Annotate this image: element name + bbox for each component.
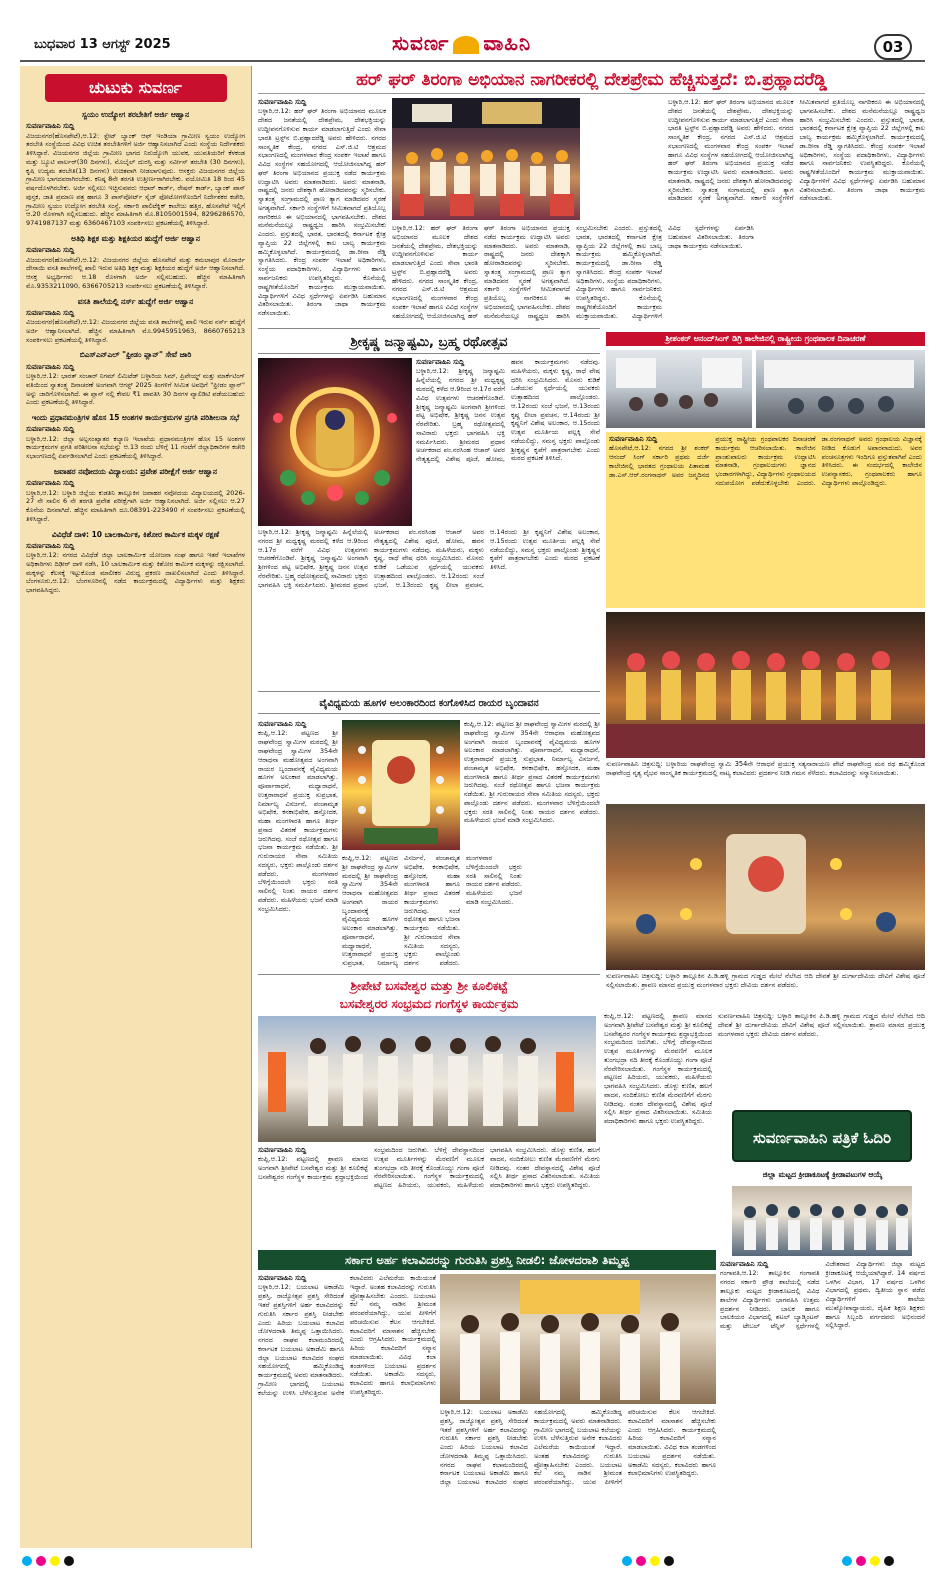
artists-story-col1: [258, 1274, 436, 1546]
yellow-mark: [650, 1556, 660, 1566]
artists-body-cont: ಬಳ್ಳಾರಿ,ಆ.12: ಬಯಲಾಟ ಅಕಾಡೆಮಿ ಪ್ರಶಸ್ತಿ, ರಾಜ್ಯೋತ್ಸವ ಪ್ರಶಸ್ತಿ ಸೇರಿದಂತೆ ಇತರೆ ಪ್ರಶಸ್ತಿಗಳಿಗೆ ಅರ್ಹ ಕಲಾವಿದರನ್ನು ಗುರುತಿಸಿ ಸರ್ಕಾರ ಪ್ರಶಸ್ತಿ ನೀಡಬೇಕು ಎಂದು ಹಿರಿಯ ಬಯಲಾಟ ಕಲಾವಿದ ಜೋಳದರಾಶಿ ತಿಮ್ಮಪ್ಪ ಒತ್ತಾಯಿಸಿದರು. ನಗರದ ರಾಘವ ಕಲಾಮಂದಿರದಲ್ಲಿ ಕರ್ನಾಟಕ ಬಯಲಾಟ ಅಕಾಡೆಮಿ ಹಾಗೂ ಜಿಲ್ಲಾ ಬಯಲಾಟ ಕಲಾವಿದರ ಸಂಘದ ಸಹಯೋಗದಲ್ಲಿ ಹಮ್ಮಿಕೊಂಡಿದ್ದ ಕಾರ್ಯಕ್ರಮದಲ್ಲಿ ಅವರು ಮಾತನಾಡಿದರು. ಗ್ರಾಮೀಣ ಭಾಗದಲ್ಲಿ ಬಯಲಾಟ ಕಲೆಯನ್ನು ಉಳಿಸಿ ಬೆಳೆಸುತ್ತಿರುವ ಅನೇಕ ಕಲಾವಿದರು ಎಲೆಮರೆಯ ಕಾಯಿಯಂತೆ ಇದ್ದಾರೆ. ಅಂತಹ ಕಲಾವಿದರನ್ನು ಗುರುತಿಸಿ ಪ್ರೋತ್ಸಾಹಿಸಬೇಕು ಎಂದರು. ಬಯಲಾಟ ಕಲೆ ನಮ್ಮ ನಾಡಿನ ಶ್ರೀಮಂತ ಪರಂಪರೆಯಾಗಿದ್ದು, ಯುವ ಪೀಳಿಗೆಗೆ ಪರಿಚಯಿಸುವ ಕೆಲಸ ಆಗಬೇಕಿದೆ. ಕಲಾವಿದರಿಗೆ ಮಾಸಾಶನ ಹೆಚ್ಚಿಸಬೇಕು ಎಂದು ಆಗ್ರಹಿಸಿದರು. ಕಾರ್ಯಕ್ರಮದಲ್ಲಿ ಹಿರಿಯ ಕಲಾವಿದರಿಗೆ ಸನ್ಮಾನ ಮಾಡಲಾಯಿತು. ವಿವಿಧ ಕಲಾ ತಂಡಗಳಿಂದ ಬಯಲಾಟ ಪ್ರದರ್ಶನ ನಡೆಯಿತು. ಅಕಾಡೆಮಿ ಸದಸ್ಯರು, ಕಲಾವಿದರು ಹಾಗೂ ಕಲಾಭಿಮಾನಿಗಳು ಉಪಸ್ಥಿತರಿದ್ದರು.: [440, 1408, 716, 1487]
library-story: [606, 432, 925, 608]
rayara-headline: ವೈವಿಧ್ಯಮಯ ಹೂಗಳ ಅಲಂಕಾರದಿಂದ ಕಂಗೊಳಿಸಿದ ರಾಯರ ಬೃಂದಾವನ: [258, 694, 600, 714]
brief-body: ಬಳ್ಳಾರಿ,ಆ.12: ಜಿಲ್ಲಾ ಅಲ್ಪಸಂಖ್ಯಾತರ ಕಲ್ಯಾಣ ಇಲಾಖೆಯ ಪ್ರಧಾನಮಂತ್ರಿಗಳ ಹೊಸ 15 ಅಂಶಗಳ ಕಾರ್ಯಕ್ರಮಗಳ ಪ್ರಗತಿ ಪರಿಶೀಲನಾ ಸಭೆಯನ್ನು ಆ.13 ರಂದು ಬೆಳಿಗ್ಗೆ 11 ಗಂಟೆಗೆ ಜಿಲ್ಲಾಧಿಕಾರಿಗಳ ಕಚೇರಿ ಸಭಾಂಗಣದಲ್ಲಿ ಏರ್ಪಡಿಸಲಾಗಿದೆ ಎಂದು ಪ್ರಕಟಣೆಯಲ್ಲಿ ತಿಳಿಸಿದ್ದಾರೆ.: [26, 434, 245, 461]
temple-caption-cont: ಸುವರ್ಣವಾಹಿನಿ ಚಿತ್ರಸುದ್ದಿ: ಬಳ್ಳಾರಿ ತಾಲ್ಲೂಕಿನ ಪಿ.ಡಿ.ಹಳ್ಳಿ ಗ್ರಾಮದ ಗುಡ್ಡದ ಮೇಲೆ ನೆಲೆಸಿದ ಆದಿ ದೇವತೆ ಶ್ರೀ ದುರ್ಗಾದೇವಿಯ ದೇವಿಗೆ ವಿಶೇಷ ಪೂಜೆ ಸಲ್ಲಿಸಲಾಯಿತು. ಶ್ರಾವಣ ಮಾಸದ ಪ್ರಯುಕ್ತ ಮಂಗಳವಾರ ಭಕ್ತರು ದೇವಿಯ ದರ್ಶನ ಪಡೆದರು.: [718, 1012, 925, 1038]
brief-heading: ಅತಿಥಿ ಶಿಕ್ಷಕ ಮತ್ತು ಶಿಕ್ಷಕಿಯರ ಹುದ್ದೆಗೆ ಅರ್ಜಿ ಆಹ್ವಾನ: [71, 233, 200, 243]
janmashtami-body: ಬಳ್ಳಾರಿ,ಆ.12: ಶ್ರೀಕೃಷ್ಣ ಜನ್ಮಾಷ್ಟಮಿ ಹಿನ್ನೆಲೆಯಲ್ಲಿ ನಗರದ ಶ್ರೀ ಮಧ್ವಕೃಷ್ಣ ಮಠದಲ್ಲಿ ಕಳೆದ ಆ.9ರಿಂದ ಆ.17ರ ವರೆಗೆ ವಿವಿಧ ಉತ್ಸವಗಳು ಆಚರಣೆಗೊಂಡಿವೆ. ಶ್ರೀಕೃಷ್ಣ ಜನ್ಮಾಷ್ಟಮಿ ಅಂಗವಾಗಿ ಶ್ರೀಗಳಿಂದ ಪಟ್ಟ ಅಭಿಷೇಕ, ಶ್ರೀಕೃಷ್ಣ ಜನನ ಉತ್ಸವ ನೆರವೇರಿತು. ಬ್ರಹ್ಮ ರಥೋತ್ಸವದಲ್ಲಿ ಸಾವಿರಾರು ಭಕ್ತರು ಭಾಗವಹಿಸಿ ಭಕ್ತಿ ಸಮರ್ಪಿಸಿದರು. ಶ್ರೀಮಠದ ಪ್ರಧಾನ ಅರ್ಚಕರಾದ ಪಂ.ನರಸಿಂಹ ಆಚಾರ್ ಅವರ ನೇತೃತ್ವದಲ್ಲಿ ವಿಶೇಷ ಪೂಜೆ, ಹೋಮ, ಹವನ ಕಾರ್ಯಕ್ರಮಗಳು ನಡೆದವು. ಮಹಿಳೆಯರು, ಮಕ್ಕಳು ಕೃಷ್ಣ, ರಾಧೆ ವೇಷ ಧರಿಸಿ ಸಂಭ್ರಮಿಸಿದರು. ಮೊಸರು ಕುಡಿಕೆ ಒಡೆಯುವ ಸ್ಪರ್ಧೆಯಲ್ಲಿ ಯುವಕರು ಉತ್ಸಾಹದಿಂದ ಪಾಲ್ಗೊಂಡರು. ಆ.12ರಂದು ಸಂಜೆ ಭಜನೆ, ಆ.13ರಂದು ಕೃಷ್ಣ ಲೀಲಾ ಪ್ರವಚನ, ಆ.14ರಂದು ಶ್ರೀ ಕೃಷ್ಣನಿಗೆ ವಿಶೇಷ ಅಲಂಕಾರ, ಆ.15ರಂದು ಉತ್ಸವ ಮೂರ್ತಿಯ ಪಲ್ಲಕ್ಕಿ ಸೇವೆ ನಡೆಯಲಿದ್ದು, ಸಮಸ್ತ ಭಕ್ತರು ಪಾಲ್ಗೊಂಡು ಶ್ರೀಕೃಷ್ಣನ ಕೃಪೆಗೆ ಪಾತ್ರರಾಗಬೇಕು ಎಂದು ಮಠದ ಪ್ರಕಟಣೆ ತಿಳಿಸಿದೆ.: [416, 358, 600, 464]
rayara-body-cont2: ಕಂಪ್ಲಿ,ಆ.12: ಪಟ್ಟಣದ ಶ್ರೀ ರಾಘವೇಂದ್ರ ಸ್ವಾಮಿಗಳ ಮಠದಲ್ಲಿ ಶ್ರೀ ರಾಘವೇಂದ್ರ ಸ್ವಾಮಿಗಳ 354ನೇ ಆರಾಧನಾ ಮಹೋತ್ಸವದ ಅಂಗವಾಗಿ ರಾಯರ ಬೃಂದಾವನಕ್ಕೆ ವೈವಿಧ್ಯಮಯ ಹೂಗಳ ಅಲಂಕಾರ ಮಾಡಲಾಗಿತ್ತು. ಪೂರ್ವಾರಾಧನೆ, ಮಧ್ಯಾರಾಧನೆ, ಉತ್ತರಾರಾಧನೆ ಪ್ರಯುಕ್ತ ಸುಪ್ರಭಾತ, ನಿರ್ಮಾಲ್ಯ ವಿಸರ್ಜನೆ, ಪಂಚಾಮೃತ ಅಭಿಷೇಕ, ಕನಕಾಭಿಷೇಕ, ಹಸ್ತೋದಕ, ಮಹಾ ಮಂಗಳಾರತಿ ಹಾಗೂ ತೀರ್ಥ ಪ್ರಸಾದ ವಿತರಣೆ ಕಾರ್ಯಕ್ರಮಗಳು ಜರುಗಿದವು. ಸಂಜೆ ರಥೋತ್ಸವ ಹಾಗೂ ಭಜನಾ ಕಾರ್ಯಕ್ರಮ ನಡೆಯಿತು. ಶ್ರೀ ಗುರುರಾಯರ ಸೇವಾ ಸಮಿತಿಯ ಸದಸ್ಯರು, ಭಕ್ತರು ಪಾಲ್ಗೊಂಡು ದರ್ಶನ ಪಡೆದರು. ಮಂಗಳವಾರ ಬೆಳಿಗ್ಗೆಯಿಂದಲೇ ಭಕ್ತರು ಸರತಿ ಸಾಲಿನಲ್ಲಿ ನಿಂತು ರಾಯರ ದರ್ಶನ ಪಡೆದರು. ಮಹಿಳೆಯರು ಭಜನೆ ಮಾಡಿ ಸಂಭ್ರಮಿಸಿದರು.: [342, 854, 522, 968]
kulkatte-headline-1: ಶ್ರೀಪೇಟೆ ಬಸವೇಶ್ವರ ಮತ್ತು ಶ್ರೀ ಕೂಲಿಕಟ್ಟೆ: [350, 979, 508, 993]
logo-right-text: ವಾಹಿನಿ: [483, 31, 532, 55]
krishna-idol-photo: [258, 358, 412, 526]
kulkatte-story: [258, 1146, 600, 1246]
black-mark: [64, 1556, 74, 1566]
brief-heading: ಸ್ವಯಂ ಉದ್ಯೋಗ ತರಬೇತಿಗೆ ಅರ್ಜಿ ಆಹ್ವಾನ: [81, 110, 190, 119]
magenta-mark: [856, 1556, 866, 1566]
kulkatte-body-cont: ಕಂಪ್ಲಿ,ಆ.12: ಪಟ್ಟಣದಲ್ಲಿ ಶ್ರಾವಣ ಮಾಸದ ಅಂಗವಾಗಿ ಶ್ರೀಪೇಟೆ ಬಸವೇಶ್ವರ ಮತ್ತು ಶ್ರೀ ಕೂಲಿಕಟ್ಟೆ ಬಸವೇಶ್ವರರ ಗಂಗೆಸ್ಥಳ ಕಾರ್ಯಕ್ರಮ ಶ್ರದ್ಧಾಭಕ್ತಿಯಿಂದ ಸಂಭ್ರಮದಿಂದ ಜರುಗಿತು. ಬೆಳಿಗ್ಗೆ ದೇವಸ್ಥಾನದಿಂದ ಉತ್ಸವ ಮೂರ್ತಿಗಳನ್ನು ಮೆರವಣಿಗೆ ಮೂಲಕ ತುಂಗಭದ್ರಾ ನದಿ ತೀರಕ್ಕೆ ಕೊಂಡೊಯ್ದು ಗಂಗಾ ಪೂಜೆ ನೆರವೇರಿಸಲಾಯಿತು. ಗಂಗೆಸ್ಥಳ ಕಾರ್ಯಕ್ರಮದಲ್ಲಿ ಪಟ್ಟಣದ ಹಿರಿಯರು, ಯುವಕರು, ಮಹಿಳೆಯರು ಭಾಗವಹಿಸಿ ಸಂಭ್ರಮಿಸಿದರು. ಡೊಳ್ಳು ಕುಣಿತ, ಹಲಗೆ ವಾದನ, ನಂದಿಕೋಲು ಕುಣಿತ ಮೆರವಣಿಗೆಗೆ ಮೆರಗು ನೀಡಿದವು. ನಂತರ ದೇವಸ್ಥಾನದಲ್ಲಿ ವಿಶೇಷ ಪೂಜೆ ಸಲ್ಲಿಸಿ ತೀರ್ಥ ಪ್ರಸಾದ ವಿತರಿಸಲಾಯಿತು. ಸಮಿತಿಯ ಪದಾಧಿಕಾರಿಗಳು ಹಾಗೂ ಭಕ್ತರು ಉಪಸ್ಥಿತರಿದ್ದರು.: [604, 1012, 712, 1126]
kulkatte-body: ಕಂಪ್ಲಿ,ಆ.12: ಪಟ್ಟಣದಲ್ಲಿ ಶ್ರಾವಣ ಮಾಸದ ಅಂಗವಾಗಿ ಶ್ರೀಪೇಟೆ ಬಸವೇಶ್ವರ ಮತ್ತು ಶ್ರೀ ಕೂಲಿಕಟ್ಟೆ ಬಸವೇಶ್ವರರ ಗಂಗೆಸ್ಥಳ ಕಾರ್ಯಕ್ರಮ ಶ್ರದ್ಧಾಭಕ್ತಿಯಿಂದ ಸಂಭ್ರಮದಿಂದ ಜರುಗಿತು. ಬೆಳಿಗ್ಗೆ ದೇವಸ್ಥಾನದಿಂದ ಉತ್ಸವ ಮೂರ್ತಿಗಳನ್ನು ಮೆರವಣಿಗೆ ಮೂಲಕ ತುಂಗಭದ್ರಾ ನದಿ ತೀರಕ್ಕೆ ಕೊಂಡೊಯ್ದು ಗಂಗಾ ಪೂಜೆ ನೆರವೇರಿಸಲಾಯಿತು. ಗಂಗೆಸ್ಥಳ ಕಾರ್ಯಕ್ರಮದಲ್ಲಿ ಪಟ್ಟಣದ ಹಿರಿಯರು, ಯುವಕರು, ಮಹಿಳೆಯರು ಭಾಗವಹಿಸಿ ಸಂಭ್ರಮಿಸಿದರು. ಡೊಳ್ಳು ಕುಣಿತ, ಹಲಗೆ ವಾದನ, ನಂದಿಕೋಲು ಕುಣಿತ ಮೆರವಣಿಗೆಗೆ ಮೆರಗು ನೀಡಿದವು. ನಂತರ ದೇವಸ್ಥಾನದಲ್ಲಿ ವಿಶೇಷ ಪೂಜೆ ಸಲ್ಲಿಸಿ ತೀರ್ಥ ಪ್ರಸಾದ ವಿತರಿಸಲಾಯಿತು. ಸಮಿತಿಯ ಪದಾಧಿಕಾರಿಗಳು ಹಾಗೂ ಭಕ್ತರು ಉಪಸ್ಥಿತರಿದ್ದರು.: [258, 1146, 600, 1190]
magenta-mark: [36, 1556, 46, 1566]
logo-left-text: ಸುವರ್ಣ: [392, 31, 450, 55]
brief-dateline: ಸುವರ್ಣವಾಹಿನಿ ಸುದ್ದಿ: [26, 541, 75, 550]
masthead: [0, 0, 945, 58]
brief-item: [26, 297, 245, 345]
brief-item: [26, 110, 245, 228]
library-body: ಹೊಸಪೇಟೆ,ಆ.12: ನಗರದ ಶ್ರೀ ಶಂಕರ್ ಆನಂದ್ ಸಿಂಗ್ ಸರ್ಕಾರಿ ಪ್ರಥಮ ದರ್ಜೆ ಕಾಲೇಜಿನಲ್ಲಿ ಭಾರತದ ಗ್ರಂಥಾಲಯ ಪಿತಾಮಹ ಡಾ.ಎಸ್.ಆರ್.ರಂಗನಾಥನ್ ಅವರ ಜನ್ಮದಿನದ ಪ್ರಯುಕ್ತ ರಾಷ್ಟ್ರೀಯ ಗ್ರಂಥಪಾಲಕರ ದಿನಾಚರಣೆ ಕಾರ್ಯಕ್ರಮ ಆಚರಿಸಲಾಯಿತು. ಕಾಲೇಜಿನ ಪ್ರಾಂಶುಪಾಲರು ಕಾರ್ಯಕ್ರಮ ಉದ್ಘಾಟಿಸಿ ಮಾತನಾಡಿ, ಗ್ರಂಥಾಲಯಗಳು ಜ್ಞಾನದ ಭಂಡಾರಗಳಾಗಿದ್ದು, ವಿದ್ಯಾರ್ಥಿಗಳು ಗ್ರಂಥಾಲಯದ ಸದುಪಯೋಗ ಪಡೆದುಕೊಳ್ಳಬೇಕು ಎಂದರು. ಡಾ.ರಂಗನಾಥನ್ ಅವರು ಗ್ರಂಥಾಲಯ ವಿಜ್ಞಾನಕ್ಕೆ ನೀಡಿದ ಕೊಡುಗೆ ಅಪಾರವಾದುದು. ಅವರ ಪಂಚಸೂತ್ರಗಳು ಇಂದಿಗೂ ಪ್ರಸ್ತುತವಾಗಿವೆ ಎಂದು ತಿಳಿಸಿದರು. ಈ ಸಂದರ್ಭದಲ್ಲಿ ಕಾಲೇಜಿನ ಉಪನ್ಯಾಸಕರು, ಗ್ರಂಥಪಾಲಕರು ಹಾಗೂ ವಿದ್ಯಾರ್ಥಿಗಳು ಪಾಲ್ಗೊಂಡಿದ್ದರು.: [609, 435, 922, 487]
dance-caption: ಸುವರ್ಣವಾಹಿನಿ ಚಿತ್ರಸುದ್ದಿ: ಬಳ್ಳಾರಿಯ ರಾಘವೇಂದ್ರ ಸ್ವಾಮಿ 354ನೇ ಆರಾಧನೆ ಪ್ರಯುಕ್ತ ಸತ್ಯನಾರಾಯಣ ಪೇಟೆ ರಾಘವೇಂದ್ರ ಮಠ ರಥ ಹಮ್ಮಿಕೊಂಡ ರಾಘವೇಂದ್ರ ನೃತ್ಯ ವೈಭವ ಸಾಂಸ್ಕೃತಿಕ ಕಾರ್ಯಕ್ರಮದಲ್ಲಿ ನಾಟ್ಯ ಕಲಾವಿದರು ಪ್ರದರ್ಶನ ನೀಡಿ ಗಮನ ಸೆಳೆದರು. ಕಲಾವಿದರನ್ನು ಸನ್ಮಾನಿಸಲಾಯಿತು.: [606, 760, 925, 777]
rayara-body-cont: ಕಂಪ್ಲಿ,ಆ.12: ಪಟ್ಟಣದ ಶ್ರೀ ರಾಘವೇಂದ್ರ ಸ್ವಾಮಿಗಳ ಮಠದಲ್ಲಿ ಶ್ರೀ ರಾಘವೇಂದ್ರ ಸ್ವಾಮಿಗಳ 354ನೇ ಆರಾಧನಾ ಮಹೋತ್ಸವದ ಅಂಗವಾಗಿ ರಾಯರ ಬೃಂದಾವನಕ್ಕೆ ವೈವಿಧ್ಯಮಯ ಹೂಗಳ ಅಲಂಕಾರ ಮಾಡಲಾಗಿತ್ತು. ಪೂರ್ವಾರಾಧನೆ, ಮಧ್ಯಾರಾಧನೆ, ಉತ್ತರಾರಾಧನೆ ಪ್ರಯುಕ್ತ ಸುಪ್ರಭಾತ, ನಿರ್ಮಾಲ್ಯ ವಿಸರ್ಜನೆ, ಪಂಚಾಮೃತ ಅಭಿಷೇಕ, ಕನಕಾಭಿಷೇಕ, ಹಸ್ತೋದಕ, ಮಹಾ ಮಂಗಳಾರತಿ ಹಾಗೂ ತೀರ್ಥ ಪ್ರಸಾದ ವಿತರಣೆ ಕಾರ್ಯಕ್ರಮಗಳು ಜರುಗಿದವು. ಸಂಜೆ ರಥೋತ್ಸವ ಹಾಗೂ ಭಜನಾ ಕಾರ್ಯಕ್ರಮ ನಡೆಯಿತು. ಶ್ರೀ ಗುರುರಾಯರ ಸೇವಾ ಸಮಿತಿಯ ಸದಸ್ಯರು, ಭಕ್ತರು ಪಾಲ್ಗೊಂಡು ದರ್ಶನ ಪಡೆದರು. ಮಂಗಳವಾರ ಬೆಳಿಗ್ಗೆಯಿಂದಲೇ ಭಕ್ತರು ಸರತಿ ಸಾಲಿನಲ್ಲಿ ನಿಂತು ರಾಯರ ದರ್ಶನ ಪಡೆದರು. ಮಹಿಳೆಯರು ಭಜನೆ ಮಾಡಿ ಸಂಭ್ರಮಿಸಿದರು.: [464, 720, 600, 825]
sports-dateline: ಸುವರ್ಣವಾಹಿನಿ ಸುದ್ದಿ: [720, 1260, 769, 1268]
gangesthala-photo: [258, 1016, 596, 1142]
lead-story-col2: [392, 224, 754, 324]
tiranga-event-photo: [392, 98, 580, 220]
sports-story: [720, 1260, 925, 1550]
temple-caption: ಸುವರ್ಣವಾಹಿನಿ ಚಿತ್ರಸುದ್ದಿ: ಬಳ್ಳಾರಿ ತಾಲ್ಲೂಕಿನ ಪಿ.ಡಿ.ಹಳ್ಳಿ ಗ್ರಾಮದ ಗುಡ್ಡದ ಮೇಲೆ ನೆಲೆಸಿದ ಆದಿ ದೇವತೆ ಶ್ರೀ ದುರ್ಗಾದೇವಿಯ ದೇವಿಗೆ ವಿಶೇಷ ಪೂಜೆ ಸಲ್ಲಿಸಲಾಯಿತು. ಶ್ರಾವಣ ಮಾಸದ ಪ್ರಯುಕ್ತ ಮಂಗಳವಾರ ಭಕ್ತರು ದೇವಿಯ ದರ್ಶನ ಪಡೆದರು.: [606, 972, 925, 989]
newspaper-logo: [392, 30, 531, 57]
brief-body: ಬಳ್ಳಾರಿ,ಆ.12: ಬಳ್ಳಾರಿ ಜಿಲ್ಲೆಯ ಕುಡತಿನಿ ತಾಲ್ಲೂಕಿನ ಜವಾಹರ ನವೋದಯ ವಿದ್ಯಾಲಯದಲ್ಲಿ 2026-27 ನೇ ಸಾಲಿನ 6 ನೇ ತರಗತಿ ಪ್ರವೇಶ ಪರೀಕ್ಷೆಗಾಗಿ ಅರ್ಜಿ ಆಹ್ವಾನಿಸಲಾಗಿದೆ. ಅರ್ಜಿ ಸಲ್ಲಿಸಲು ಆ.27 ಕೊನೆಯ ದಿನವಾಗಿದೆ. ಹೆಚ್ಚಿನ ಮಾಹಿತಿಗಾಗಿ ದೂ.08391-223490 ಗೆ ಸಂಪರ್ಕಿಸಲು ಪ್ರಕಟಣೆಯಲ್ಲಿ ತಿಳಿಸಿದ್ದಾರೆ.: [26, 488, 245, 523]
black-mark: [664, 1556, 674, 1566]
brief-item: [26, 530, 245, 595]
brief-dateline: ಸುವರ್ಣವಾಹಿನಿ ಸುದ್ದಿ: [26, 362, 75, 371]
brief-dateline: ಸುವರ್ಣವಾಹಿನಿ ಸುದ್ದಿ: [26, 479, 75, 488]
artists-dateline: ಸುವರ್ಣವಾಹಿನಿ ಸುದ್ದಿ: [258, 1274, 307, 1282]
sports-group-photo: [732, 1186, 912, 1256]
briefs-banner: ಚುಟುಕು ಸುವರ್ಣ: [45, 74, 227, 102]
brief-dateline: ಸುವರ್ಣವಾಹಿನಿ ಸುದ್ದಿ: [26, 246, 75, 255]
issue-date: ಬುಧವಾರ 13 ಆಗಸ್ಟ್ 2025: [34, 37, 171, 52]
brief-dateline: ಸುವರ್ಣವಾಹಿನಿ ಸುದ್ದಿ: [26, 425, 75, 434]
lead-dateline: ಸುವರ್ಣವಾಹಿನಿ ಸುದ್ದಿ: [258, 98, 307, 106]
brief-body: ವಿಜಯನಗರ(ಹೊಸಪೇಟೆ),ಆ.12: ವಿಜಯನಗರ ಜಿಲ್ಲೆಯ ಹೊಸಪೇಟೆ ಮತ್ತು ಕಮಲಾಪುರ ಮೊರಾರ್ಜಿ ದೇಸಾಯಿ ವಸತಿ ಶಾಲೆಗಳಲ್ಲಿ ಖಾಲಿ ಇರುವ ಅತಿಥಿ ಶಿಕ್ಷಕ ಮತ್ತು ಶಿಕ್ಷಕಿಯರ ಹುದ್ದೆಗೆ ಅರ್ಜಿ ಆಹ್ವಾನಿಸಲಾಗಿದೆ. ಆಸಕ್ತ ಅಭ್ಯರ್ಥಿಗಳು ಆ.18 ರೊಳಗಾಗಿ ಅರ್ಜಿ ಸಲ್ಲಿಸಬಹುದು. ಹೆಚ್ಚಿನ ಮಾಹಿತಿಗಾಗಿ ಮೊ.9353211090, 6366705213 ಸಂಪರ್ಕಿಸಲು ಪ್ರಕಟಣೆಯಲ್ಲಿ ತಿಳಿಸಿದ್ದಾರೆ.: [26, 255, 245, 290]
library-dateline: ಸುವರ್ಣವಾಹಿನಿ ಸುದ್ದಿ: [609, 435, 658, 443]
color-registration-marks: [20, 1556, 925, 1570]
brief-item: [26, 467, 245, 524]
rule: [258, 328, 600, 329]
rayara-dateline: ಸುವರ್ಣವಾಹಿನಿ ಸುದ್ದಿ: [258, 720, 307, 728]
lead-body-part2: ಬಳ್ಳಾರಿ,ಆ.12: ಹರ್ ಘರ್ ತಿರಂಗಾ ಅಭಿಯಾನದ ಮೂಲಕ ದೇಶದ ಜನತೆಯಲ್ಲಿ ದೇಶಪ್ರೇಮ, ದೇಶಭಕ್ತಿಯನ್ನು ಉದ್ದೀಪನಗೊಳಿಸುವ ಕಾರ್ಯ ಮಾಡಲಾಗುತ್ತಿದೆ ಎಂದು ಸೇವಾ ಭಾರತಿ ಟ್ರಸ್ಟ್‌ನ ಬಿ.ಪ್ರಹ್ಲಾದರೆಡ್ಡಿ ಅವರು ಹೇಳಿದರು. ನಗರದ ಸಾಂಸ್ಕೃತಿಕ ಕೇಂದ್ರ, ನಗರದ ಎಸ್.ಜಿ.ಟಿ ಆಶ್ರಮದ ಸಭಾಂಗಣದಲ್ಲಿ ಮಂಗಳವಾರ ಕೇಂದ್ರ ಸಂಪರ್ಕ ಇಲಾಖೆ ಹಾಗೂ ವಿವಿಧ ಸಂಸ್ಥೆಗಳ ಸಹಯೋಗದಲ್ಲಿ ಆಯೋಜಿಸಲಾಗಿದ್ದ ಹರ್ ಘರ್ ತಿರಂಗಾ ಅಭಿಯಾನದ ಪ್ರಯುಕ್ತ ನಡೆದ ಕಾರ್ಯಕ್ರಮ ಉದ್ಘಾಟಿಸಿ ಅವರು ಮಾತನಾಡಿದರು. ಅವರು ಮಾತನಾಡಿ, ರಾಷ್ಟ್ರದಲ್ಲಿ ಜನರು ದೇಶಕ್ಕಾಗಿ ಹೋರಾಡಿದವರನ್ನು ಸ್ಮರಿಸಬೇಕು. ಸ್ವಾತಂತ್ರ್ಯ ಸಂಗ್ರಾಮದಲ್ಲಿ ಪ್ರಾಣ ತ್ಯಾಗ ಮಾಡಿದವರ ಸ್ಮರಣೆ ಅಗತ್ಯವಾಗಿದೆ. ಸರ್ಕಾರಿ ಸಂಸ್ಥೆಗಳಿಗೆ ಸೀಮಿತವಾಗದೆ ಪ್ರತಿಯೊಬ್ಬ ನಾಗರಿಕರೂ ಈ ಅಭಿಯಾನದಲ್ಲಿ ಭಾಗವಹಿಸಬೇಕು. ದೇಶದ ಮನೆಮನೆಯಲ್ಲೂ ರಾಷ್ಟ್ರಧ್ವಜ ಹಾರಿಸಿ ಸಂಭ್ರಮಿಸಬೇಕು ಎಂದರು. ಪ್ರಸ್ತುತದಲ್ಲಿ ಭಾರತ, ಭಾರತದಲ್ಲಿ ಕರ್ನಾಟಕ ಕ್ಷೇತ್ರ ವ್ಯಾಪ್ತಿಯ 22 ಜಿಲ್ಲೆಗಳಲ್ಲಿ ಕಾಲ ಬಾಲ್ಯ ಕಾರ್ಯಕ್ರಮ ಹಮ್ಮಿಕೊಳ್ಳಲಾಗಿದೆ. ಕಾರ್ಯಕ್ರಮದಲ್ಲಿ ಡಾ.ರೀನಾ ರೆಡ್ಡಿ ಸ್ವಾಗತಿಸಿದರು. ಕೇಂದ್ರ ಸಂಪರ್ಕ ಇಲಾಖೆ ಅಧಿಕಾರಿಗಳು, ಸಂಸ್ಥೆಯ ಪದಾಧಿಕಾರಿಗಳು, ವಿದ್ಯಾರ್ಥಿಗಳು ಹಾಗೂ ಸಾರ್ವಜನಿಕರು ಉಪಸ್ಥಿತರಿದ್ದರು. ಕೊನೆಯಲ್ಲಿ ರಾಷ್ಟ್ರಗೀತೆಯೊಂದಿಗೆ ಕಾರ್ಯಕ್ರಮ ಮುಕ್ತಾಯವಾಯಿತು. ವಿದ್ಯಾರ್ಥಿಗಳಿಗೆ ವಿವಿಧ ಸ್ಪರ್ಧೆಗಳನ್ನು ಏರ್ಪಡಿಸಿ ಬಹುಮಾನ ವಿತರಿಸಲಾಯಿತು. ತಿರಂಗಾ ಜಾಥಾ ಕಾರ್ಯಕ್ರಮ ನಡೆಸಲಾಯಿತು.: [392, 224, 754, 320]
lead-story-col1: [258, 98, 386, 324]
sports-headline: ಜಿಲ್ಲಾ ಮಟ್ಟದ ಕ್ರೀಡಾಕೂಟಕ್ಕೆ ಕ್ರೀಡಾಪಟುಗಳ ಆಯ್ಕೆ: [762, 1170, 883, 1179]
brief-body: ಬಳ್ಳಾರಿ,ಆ.12: ನಗರದ ವಿವಿಧೆಡೆ ಜಿಲ್ಲಾ ಬಾಲಕಾರ್ಮಿಕ ಯೋಜನಾ ಸಂಘ ಹಾಗೂ ಇತರೆ ಇಲಾಖೆಗಳ ಅಧಿಕಾರಿಗಳು ದಿಢೀರ್ ದಾಳಿ ನಡೆಸಿ, 10 ಬಾಲಕಾರ್ಮಿಕ ಮತ್ತು ಕಿಶೋರ ಕಾರ್ಮಿಕ ಮಕ್ಕಳನ್ನು ರಕ್ಷಿಸಲಾಗಿದೆ. ಮಕ್ಕಳನ್ನು ಕೆಲಸಕ್ಕೆ ಇಟ್ಟುಕೊಂಡ ಮಾಲೀಕರ ವಿರುದ್ಧ ಪ್ರಕರಣ ದಾಖಲಿಸಲಾಗಿದೆ ಎಂದು ತಿಳಿಸಿದ್ದಾರೆ. ಬೆಂಗಳೂರು,ಆ.12: ಬೆಂಗಳೂರಿನಲ್ಲಿ ನಡೆದ ಕಾರ್ಯಕ್ರಮದಲ್ಲಿ ವಿದ್ಯಾರ್ಥಿಗಳು ಮತ್ತು ಶಿಕ್ಷಕರು ಭಾಗವಹಿಸಿದ್ದರು.: [26, 551, 245, 595]
dance-group-photo: [606, 612, 925, 758]
brief-item: [26, 234, 245, 291]
page-number: 03: [874, 34, 912, 60]
subscribe-banner: ಸುವರ್ಣವಾಹಿನಿ ಪತ್ರಿಕೆ ಓದಿರಿ: [732, 1110, 912, 1162]
lead-body-part1: ಬಳ್ಳಾರಿ,ಆ.12: ಹರ್ ಘರ್ ತಿರಂಗಾ ಅಭಿಯಾನದ ಮೂಲಕ ದೇಶದ ಜನತೆಯಲ್ಲಿ ದೇಶಪ್ರೇಮ, ದೇಶಭಕ್ತಿಯನ್ನು ಉದ್ದೀಪನಗೊಳಿಸುವ ಕಾರ್ಯ ಮಾಡಲಾಗುತ್ತಿದೆ ಎಂದು ಸೇವಾ ಭಾರತಿ ಟ್ರಸ್ಟ್‌ನ ಬಿ.ಪ್ರಹ್ಲಾದರೆಡ್ಡಿ ಅವರು ಹೇಳಿದರು. ನಗರದ ಸಾಂಸ್ಕೃತಿಕ ಕೇಂದ್ರ, ನಗರದ ಎಸ್.ಜಿ.ಟಿ ಆಶ್ರಮದ ಸಭಾಂಗಣದಲ್ಲಿ ಮಂಗಳವಾರ ಕೇಂದ್ರ ಸಂಪರ್ಕ ಇಲಾಖೆ ಹಾಗೂ ವಿವಿಧ ಸಂಸ್ಥೆಗಳ ಸಹಯೋಗದಲ್ಲಿ ಆಯೋಜಿಸಲಾಗಿದ್ದ ಹರ್ ಘರ್ ತಿರಂಗಾ ಅಭಿಯಾನದ ಪ್ರಯುಕ್ತ ನಡೆದ ಕಾರ್ಯಕ್ರಮ ಉದ್ಘಾಟಿಸಿ ಅವರು ಮಾತನಾಡಿದರು. ಅವರು ಮಾತನಾಡಿ, ರಾಷ್ಟ್ರದಲ್ಲಿ ಜನರು ದೇಶಕ್ಕಾಗಿ ಹೋರಾಡಿದವರನ್ನು ಸ್ಮರಿಸಬೇಕು. ಸ್ವಾತಂತ್ರ್ಯ ಸಂಗ್ರಾಮದಲ್ಲಿ ಪ್ರಾಣ ತ್ಯಾಗ ಮಾಡಿದವರ ಸ್ಮರಣೆ ಅಗತ್ಯವಾಗಿದೆ. ಸರ್ಕಾರಿ ಸಂಸ್ಥೆಗಳಿಗೆ ಸೀಮಿತವಾಗದೆ ಪ್ರತಿಯೊಬ್ಬ ನಾಗರಿಕರೂ ಈ ಅಭಿಯಾನದಲ್ಲಿ ಭಾಗವಹಿಸಬೇಕು. ದೇಶದ ಮನೆಮನೆಯಲ್ಲೂ ರಾಷ್ಟ್ರಧ್ವಜ ಹಾರಿಸಿ ಸಂಭ್ರಮಿಸಬೇಕು ಎಂದರು. ಪ್ರಸ್ತುತದಲ್ಲಿ ಭಾರತ, ಭಾರತದಲ್ಲಿ ಕರ್ನಾಟಕ ಕ್ಷೇತ್ರ ವ್ಯಾಪ್ತಿಯ 22 ಜಿಲ್ಲೆಗಳಲ್ಲಿ ಕಾಲ ಬಾಲ್ಯ ಕಾರ್ಯಕ್ರಮ ಹಮ್ಮಿಕೊಳ್ಳಲಾಗಿದೆ. ಕಾರ್ಯಕ್ರಮದಲ್ಲಿ ಡಾ.ರೀನಾ ರೆಡ್ಡಿ ಸ್ವಾಗತಿಸಿದರು. ಕೇಂದ್ರ ಸಂಪರ್ಕ ಇಲಾಖೆ ಅಧಿಕಾರಿಗಳು, ಸಂಸ್ಥೆಯ ಪದಾಧಿಕಾರಿಗಳು, ವಿದ್ಯಾರ್ಥಿಗಳು ಹಾಗೂ ಸಾರ್ವಜನಿಕರು ಉಪಸ್ಥಿತರಿದ್ದರು. ಕೊನೆಯಲ್ಲಿ ರಾಷ್ಟ್ರಗೀತೆಯೊಂದಿಗೆ ಕಾರ್ಯಕ್ರಮ ಮುಕ್ತಾಯವಾಯಿತು. ವಿದ್ಯಾರ್ಥಿಗಳಿಗೆ ವಿವಿಧ ಸ್ಪರ್ಧೆಗಳನ್ನು ಏರ್ಪಡಿಸಿ ಬಹುಮಾನ ವಿತರಿಸಲಾಯಿತು. ತಿರಂಗಾ ಜಾಥಾ ಕಾರ್ಯಕ್ರಮ ನಡೆಸಲಾಯಿತು.: [258, 107, 386, 318]
black-mark: [884, 1556, 894, 1566]
artists-headline: ಸರ್ಕಾರ ಅರ್ಹ ಕಲಾವಿದರನ್ನು ಗುರುತಿಸಿ ಪ್ರಶಸ್ತಿ ನೀಡಲಿ: ಜೋಳದರಾಶಿ ತಿಮ್ಮಪ್ಪ: [258, 1250, 716, 1270]
brief-item: [26, 350, 245, 407]
artists-felicitation-photo: [440, 1274, 716, 1404]
rayara-story-col3: [464, 720, 600, 970]
brief-heading: ಬಿಎಸ್‌ಎನ್‌ಎಲ್ "ಫ್ರೀಡಂ ಪ್ಲಾನ್" ಸೇವೆ ಜಾರಿ: [79, 350, 192, 360]
cyan-mark: [622, 1556, 632, 1566]
brief-body: ಬಳ್ಳಾರಿ,ಆ.12: ಭಾರತ್ ಸಂಚಾರ್ ನಿಗಮ್ ಲಿಮಿಟೆಡ್ ಬಳ್ಳಾರಿಯ ಸಿಮ್, ಪ್ರಿಪೇಯ್ಡ್ ಮತ್ತು ಮಾರ್ಕೆಟಿಂಗ್ ವತಿಯಿಂದ ಸ್ವಾತಂತ್ರ್ಯ ದಿನಾಚರಣೆ ಅಂಗವಾಗಿ ಆಗಸ್ಟ್ 2025 ತಿಂಗಳಿಗೆ ಸೀಮಿತ ಅವಧಿಗೆ "ಫ್ರೀಡಂ ಪ್ಲಾನ್" ಅನ್ನು ಜಾರಿಗೊಳಿಸಲಾಗಿದೆ. ಈ ಪ್ಲಾನ್ ನಲ್ಲಿ ಕೇವಲ ₹1 ಪಾವತಿಸಿ 30 ದಿನಗಳ ವ್ಯಾಲಿಡಿಟಿ ಪಡೆಯಬಹುದು ಎಂದು ಪ್ರಕಟಣೆಯಲ್ಲಿ ತಿಳಿಸಿದ್ದಾರೆ.: [26, 372, 245, 407]
yellow-mark: [50, 1556, 60, 1566]
brief-body: ವಿಜಯನಗರ(ಹೊಸಪೇಟೆ),ಆ.12: ವಿಜಯನಗರ ಜಿಲ್ಲೆಯ ವಸತಿ ಶಾಲೆಗಳಲ್ಲಿ ಖಾಲಿ ಇರುವ ನರ್ಸ್ ಹುದ್ದೆಗೆ ಅರ್ಜಿ ಆಹ್ವಾನಿಸಲಾಗಿದೆ. ಹೆಚ್ಚಿನ ಮಾಹಿತಿಗಾಗಿ ಮೊ.9945951963, 8660765213 ಸಂಪರ್ಕಿಸಲು ಪ್ರಕಟಣೆಯಲ್ಲಿ ತಿಳಿಸಿದ್ದಾರೆ.: [26, 318, 245, 344]
lead-headline: ಹರ್ ಘರ್ ತಿರಂಗಾ ಅಭಿಯಾನ ನಾಗರೀಕರಲ್ಲಿ ದೇಶಪ್ರೇಮ ಹೆಚ್ಚಿಸುತ್ತದೆ: ಬಿ.ಪ್ರಹ್ಲಾದರೆಡ್ಡಿ: [258, 66, 925, 94]
cyan-mark: [842, 1556, 852, 1566]
janmashtami-body-cont: ಬಳ್ಳಾರಿ,ಆ.12: ಶ್ರೀಕೃಷ್ಣ ಜನ್ಮಾಷ್ಟಮಿ ಹಿನ್ನೆಲೆಯಲ್ಲಿ ನಗರದ ಶ್ರೀ ಮಧ್ವಕೃಷ್ಣ ಮಠದಲ್ಲಿ ಕಳೆದ ಆ.9ರಿಂದ ಆ.17ರ ವರೆಗೆ ವಿವಿಧ ಉತ್ಸವಗಳು ಆಚರಣೆಗೊಂಡಿವೆ. ಶ್ರೀಕೃಷ್ಣ ಜನ್ಮಾಷ್ಟಮಿ ಅಂಗವಾಗಿ ಶ್ರೀಗಳಿಂದ ಪಟ್ಟ ಅಭಿಷೇಕ, ಶ್ರೀಕೃಷ್ಣ ಜನನ ಉತ್ಸವ ನೆರವೇರಿತು. ಬ್ರಹ್ಮ ರಥೋತ್ಸವದಲ್ಲಿ ಸಾವಿರಾರು ಭಕ್ತರು ಭಾಗವಹಿಸಿ ಭಕ್ತಿ ಸಮರ್ಪಿಸಿದರು. ಶ್ರೀಮಠದ ಪ್ರಧಾನ ಅರ್ಚಕರಾದ ಪಂ.ನರಸಿಂಹ ಆಚಾರ್ ಅವರ ನೇತೃತ್ವದಲ್ಲಿ ವಿಶೇಷ ಪೂಜೆ, ಹೋಮ, ಹವನ ಕಾರ್ಯಕ್ರಮಗಳು ನಡೆದವು. ಮಹಿಳೆಯರು, ಮಕ್ಕಳು ಕೃಷ್ಣ, ರಾಧೆ ವೇಷ ಧರಿಸಿ ಸಂಭ್ರಮಿಸಿದರು. ಮೊಸರು ಕುಡಿಕೆ ಒಡೆಯುವ ಸ್ಪರ್ಧೆಯಲ್ಲಿ ಯುವಕರು ಉತ್ಸಾಹದಿಂದ ಪಾಲ್ಗೊಂಡರು. ಆ.12ರಂದು ಸಂಜೆ ಭಜನೆ, ಆ.13ರಂದು ಕೃಷ್ಣ ಲೀಲಾ ಪ್ರವಚನ, ಆ.14ರಂದು ಶ್ರೀ ಕೃಷ್ಣನಿಗೆ ವಿಶೇಷ ಅಲಂಕಾರ, ಆ.15ರಂದು ಉತ್ಸವ ಮೂರ್ತಿಯ ಪಲ್ಲಕ್ಕಿ ಸೇವೆ ನಡೆಯಲಿದ್ದು, ಸಮಸ್ತ ಭಕ್ತರು ಪಾಲ್ಗೊಂಡು ಶ್ರೀಕೃಷ್ಣನ ಕೃಪೆಗೆ ಪಾತ್ರರಾಗಬೇಕು ಎಂದು ಮಠದ ಪ್ರಕಟಣೆ ತಿಳಿಸಿದೆ.: [258, 528, 600, 589]
brief-body: ವಿಜಯನಗರ(ಹೊಸಪೇಟೆ),ಆ.12: ಸ್ಟೇಟ್ ಬ್ಯಾಂಕ್ ಆಫ್ ಇಂಡಿಯಾ ಗ್ರಾಮೀಣ ಸ್ವಯಂ ಉದ್ಯೋಗ ತರಬೇತಿ ಸಂಸ್ಥೆಯಿಂದ ವಿವಿಧ ಉಚಿತ ತರಬೇತಿಗಳಿಗೆ ಅರ್ಜಿ ಆಹ್ವಾನಿಸಲಾಗಿದೆ ಎಂದು ಸಂಸ್ಥೆಯ ನಿರ್ದೇಶಕರು ತಿಳಿಸಿದ್ದಾರೆ. ವಿಜಯನಗರ ಜಿಲ್ಲೆಯ ಗ್ರಾಮೀಣ ಭಾಗದ ನಿರುದ್ಯೋಗಿ ಯುವಕ, ಯುವತಿಯರಿಗೆ ಕೆಳಕಂಡ ಮತ್ತು ಬ್ಯೂಟಿ ಪಾರ್ಲರ್(30 ದಿನಗಳು), ಮೊಬೈಲ್ ದುರಸ್ತಿ ಮತ್ತು ಸರ್ವೀಸ್ ತರಬೇತಿ (30 ದಿನಗಳು), ಕೃಷಿ ಉದ್ಯಮ ತರಬೇತಿ(13 ದಿನಗಳು) ಉಚಿತವಾಗಿ ನೀಡಲಾಗುವುದು. ಆಸಕ್ತರು ವಿಜಯನಗರ ಜಿಲ್ಲೆಯ ಗ್ರಾಮೀಣ ಭಾಗದವರಾಗಿರಬೇಕು. ಕನಿಷ್ಠ 8ನೇ ತರಗತಿ ಉತ್ತೀರ್ಣರಾಗಿರಬೇಕು. ವಯೋಮಿತಿ 18 ರಿಂದ 45 ವರ್ಷದೊಳಗಿರಬೇಕು. ಅರ್ಜಿ ಸಲ್ಲಿಸಲು ಇಚ್ಛಿಸುವವರು ಆಧಾರ್ ಕಾರ್ಡ್, ರೇಷನ್ ಕಾರ್ಡ್, ಬ್ಯಾಂಕ್ ಪಾಸ್ ಪುಸ್ತಕ, ಜಾತಿ ಪ್ರಮಾಣ ಪತ್ರ ಹಾಗೂ 3 ಪಾಸ್‌ಪೋರ್ಟ್ ಸೈಜ್ ಫೋಟೋಗಳೊಂದಿಗೆ ನಿರ್ದೇಶಕರ ಕಚೇರಿ, ಗ್ರಾಮೀಣ ಸ್ವಯಂ ಉದ್ಯೋಗ ತರಬೇತಿ ಸಂಸ್ಥೆ, ಸರ್ಕಾರಿ ಪಾಲಿಟೆಕ್ನಿಕ್ ಕಾಲೇಜು ಹತ್ತಿರ, ಹೊಸಪೇಟೆ ಇಲ್ಲಿಗೆ ಆ.20 ರೊಳಗಾಗಿ ಸಲ್ಲಿಸಬಹುದು. ಹೆಚ್ಚಿನ ಮಾಹಿತಿಗಾಗಿ ಮೊ.8105001594, 8296286570, 9741987137 ಮತ್ತು 6360467103 ಸಂಪರ್ಕಿಸಲು ಪ್ರಕಟಣೆಯಲ್ಲಿ ತಿಳಿಸಿದ್ದಾರೆ.: [26, 131, 245, 228]
sun-icon: [453, 36, 479, 54]
kulkatte-headline-2: ಬಸವೇಶ್ವರರ ಸಂಭ್ರಮದ ಗಂಗೆಸ್ಥಳ ಕಾರ್ಯಕ್ರಮ: [339, 997, 519, 1011]
briefs-list: [26, 110, 245, 595]
janmashtami-dateline: ಸುವರ್ಣವಾಹಿನಿ ಸುದ್ದಿ: [416, 358, 465, 366]
durga-temple-photo: [606, 804, 925, 970]
brief-item: [26, 413, 245, 461]
brief-heading: ಜವಾಹರ ನವೋದಯ ವಿದ್ಯಾಲಯ: ಪ್ರವೇಶ ಪರೀಕ್ಷೆಗೆ ಅರ್ಜಿ ಆಹ್ವಾನ: [53, 466, 217, 476]
temple-story-cont: [718, 1012, 925, 1102]
magenta-mark: [636, 1556, 646, 1566]
lead-body-part3: ಬಳ್ಳಾರಿ,ಆ.12: ಹರ್ ಘರ್ ತಿರಂಗಾ ಅಭಿಯಾನದ ಮೂಲಕ ದೇಶದ ಜನತೆಯಲ್ಲಿ ದೇಶಪ್ರೇಮ, ದೇಶಭಕ್ತಿಯನ್ನು ಉದ್ದೀಪನಗೊಳಿಸುವ ಕಾರ್ಯ ಮಾಡಲಾಗುತ್ತಿದೆ ಎಂದು ಸೇವಾ ಭಾರತಿ ಟ್ರಸ್ಟ್‌ನ ಬಿ.ಪ್ರಹ್ಲಾದರೆಡ್ಡಿ ಅವರು ಹೇಳಿದರು. ನಗರದ ಸಾಂಸ್ಕೃತಿಕ ಕೇಂದ್ರ, ನಗರದ ಎಸ್.ಜಿ.ಟಿ ಆಶ್ರಮದ ಸಭಾಂಗಣದಲ್ಲಿ ಮಂಗಳವಾರ ಕೇಂದ್ರ ಸಂಪರ್ಕ ಇಲಾಖೆ ಹಾಗೂ ವಿವಿಧ ಸಂಸ್ಥೆಗಳ ಸಹಯೋಗದಲ್ಲಿ ಆಯೋಜಿಸಲಾಗಿದ್ದ ಹರ್ ಘರ್ ತಿರಂಗಾ ಅಭಿಯಾನದ ಪ್ರಯುಕ್ತ ನಡೆದ ಕಾರ್ಯಕ್ರಮ ಉದ್ಘಾಟಿಸಿ ಅವರು ಮಾತನಾಡಿದರು. ಅವರು ಮಾತನಾಡಿ, ರಾಷ್ಟ್ರದಲ್ಲಿ ಜನರು ದೇಶಕ್ಕಾಗಿ ಹೋರಾಡಿದವರನ್ನು ಸ್ಮರಿಸಬೇಕು. ಸ್ವಾತಂತ್ರ್ಯ ಸಂಗ್ರಾಮದಲ್ಲಿ ಪ್ರಾಣ ತ್ಯಾಗ ಮಾಡಿದವರ ಸ್ಮರಣೆ ಅಗತ್ಯವಾಗಿದೆ. ಸರ್ಕಾರಿ ಸಂಸ್ಥೆಗಳಿಗೆ ಸೀಮಿತವಾಗದೆ ಪ್ರತಿಯೊಬ್ಬ ನಾಗರಿಕರೂ ಈ ಅಭಿಯಾನದಲ್ಲಿ ಭಾಗವಹಿಸಬೇಕು. ದೇಶದ ಮನೆಮನೆಯಲ್ಲೂ ರಾಷ್ಟ್ರಧ್ವಜ ಹಾರಿಸಿ ಸಂಭ್ರಮಿಸಬೇಕು ಎಂದರು. ಪ್ರಸ್ತುತದಲ್ಲಿ ಭಾರತ, ಭಾರತದಲ್ಲಿ ಕರ್ನಾಟಕ ಕ್ಷೇತ್ರ ವ್ಯಾಪ್ತಿಯ 22 ಜಿಲ್ಲೆಗಳಲ್ಲಿ ಕಾಲ ಬಾಲ್ಯ ಕಾರ್ಯಕ್ರಮ ಹಮ್ಮಿಕೊಳ್ಳಲಾಗಿದೆ. ಕಾರ್ಯಕ್ರಮದಲ್ಲಿ ಡಾ.ರೀನಾ ರೆಡ್ಡಿ ಸ್ವಾಗತಿಸಿದರು. ಕೇಂದ್ರ ಸಂಪರ್ಕ ಇಲಾಖೆ ಅಧಿಕಾರಿಗಳು, ಸಂಸ್ಥೆಯ ಪದಾಧಿಕಾರಿಗಳು, ವಿದ್ಯಾರ್ಥಿಗಳು ಹಾಗೂ ಸಾರ್ವಜನಿಕರು ಉಪಸ್ಥಿತರಿದ್ದರು. ಕೊನೆಯಲ್ಲಿ ರಾಷ್ಟ್ರಗೀತೆಯೊಂದಿಗೆ ಕಾರ್ಯಕ್ರಮ ಮುಕ್ತಾಯವಾಯಿತು. ವಿದ್ಯಾರ್ಥಿಗಳಿಗೆ ವಿವಿಧ ಸ್ಪರ್ಧೆಗಳನ್ನು ಏರ್ಪಡಿಸಿ ಬಹುಮಾನ ವಿತರಿಸಲಾಯಿತು. ತಿರಂಗಾ ಜಾಥಾ ಕಾರ್ಯಕ್ರಮ ನಡೆಸಲಾಯಿತು.: [668, 98, 925, 203]
kulkatte-story-side: [604, 1012, 712, 1244]
janmashtami-story-bottom: [258, 528, 600, 688]
masthead-divider: [20, 60, 925, 62]
rule: [258, 691, 600, 692]
yellow-mark: [870, 1556, 880, 1566]
brief-dateline: ಸುವರ್ಣವಾಹಿನಿ ಸುದ್ದಿ: [26, 308, 75, 317]
library-photo-1: [606, 350, 752, 428]
brief-heading: ವಸತಿ ಶಾಲೆಯಲ್ಲಿ ನರ್ಸ್ ಹುದ್ದೆಗೆ ಅರ್ಜಿ ಆಹ್ವಾನ: [77, 296, 194, 306]
brindavana-photo: [342, 720, 460, 850]
artists-story-col2: [440, 1408, 716, 1546]
briefs-column: [20, 66, 252, 1548]
rayara-body: ಕಂಪ್ಲಿ,ಆ.12: ಪಟ್ಟಣದ ಶ್ರೀ ರಾಘವೇಂದ್ರ ಸ್ವಾಮಿಗಳ ಮಠದಲ್ಲಿ ಶ್ರೀ ರಾಘವೇಂದ್ರ ಸ್ವಾಮಿಗಳ 354ನೇ ಆರಾಧನಾ ಮಹೋತ್ಸವದ ಅಂಗವಾಗಿ ರಾಯರ ಬೃಂದಾವನಕ್ಕೆ ವೈವಿಧ್ಯಮಯ ಹೂಗಳ ಅಲಂಕಾರ ಮಾಡಲಾಗಿತ್ತು. ಪೂರ್ವಾರಾಧನೆ, ಮಧ್ಯಾರಾಧನೆ, ಉತ್ತರಾರಾಧನೆ ಪ್ರಯುಕ್ತ ಸುಪ್ರಭಾತ, ನಿರ್ಮಾಲ್ಯ ವಿಸರ್ಜನೆ, ಪಂಚಾಮೃತ ಅಭಿಷೇಕ, ಕನಕಾಭಿಷೇಕ, ಹಸ್ತೋದಕ, ಮಹಾ ಮಂಗಳಾರತಿ ಹಾಗೂ ತೀರ್ಥ ಪ್ರಸಾದ ವಿತರಣೆ ಕಾರ್ಯಕ್ರಮಗಳು ಜರುಗಿದವು. ಸಂಜೆ ರಥೋತ್ಸವ ಹಾಗೂ ಭಜನಾ ಕಾರ್ಯಕ್ರಮ ನಡೆಯಿತು. ಶ್ರೀ ಗುರುರಾಯರ ಸೇವಾ ಸಮಿತಿಯ ಸದಸ್ಯರು, ಭಕ್ತರು ಪಾಲ್ಗೊಂಡು ದರ್ಶನ ಪಡೆದರು. ಮಂಗಳವಾರ ಬೆಳಿಗ್ಗೆಯಿಂದಲೇ ಭಕ್ತರು ಸರತಿ ಸಾಲಿನಲ್ಲಿ ನಿಂತು ರಾಯರ ದರ್ಶನ ಪಡೆದರು. ಮಹಿಳೆಯರು ಭಜನೆ ಮಾಡಿ ಸಂಭ್ರಮಿಸಿದರು.: [258, 729, 338, 913]
lead-story-col3: [668, 98, 925, 324]
rule: [258, 974, 600, 975]
rayara-story-col2: [342, 854, 522, 970]
cyan-mark: [22, 1556, 32, 1566]
artists-body: ಬಳ್ಳಾರಿ,ಆ.12: ಬಯಲಾಟ ಅಕಾಡೆಮಿ ಪ್ರಶಸ್ತಿ, ರಾಜ್ಯೋತ್ಸವ ಪ್ರಶಸ್ತಿ ಸೇರಿದಂತೆ ಇತರೆ ಪ್ರಶಸ್ತಿಗಳಿಗೆ ಅರ್ಹ ಕಲಾವಿದರನ್ನು ಗುರುತಿಸಿ ಸರ್ಕಾರ ಪ್ರಶಸ್ತಿ ನೀಡಬೇಕು ಎಂದು ಹಿರಿಯ ಬಯಲಾಟ ಕಲಾವಿದ ಜೋಳದರಾಶಿ ತಿಮ್ಮಪ್ಪ ಒತ್ತಾಯಿಸಿದರು. ನಗರದ ರಾಘವ ಕಲಾಮಂದಿರದಲ್ಲಿ ಕರ್ನಾಟಕ ಬಯಲಾಟ ಅಕಾಡೆಮಿ ಹಾಗೂ ಜಿಲ್ಲಾ ಬಯಲಾಟ ಕಲಾವಿದರ ಸಂಘದ ಸಹಯೋಗದಲ್ಲಿ ಹಮ್ಮಿಕೊಂಡಿದ್ದ ಕಾರ್ಯಕ್ರಮದಲ್ಲಿ ಅವರು ಮಾತನಾಡಿದರು. ಗ್ರಾಮೀಣ ಭಾಗದಲ್ಲಿ ಬಯಲಾಟ ಕಲೆಯನ್ನು ಉಳಿಸಿ ಬೆಳೆಸುತ್ತಿರುವ ಅನೇಕ ಕಲಾವಿದರು ಎಲೆಮರೆಯ ಕಾಯಿಯಂತೆ ಇದ್ದಾರೆ. ಅಂತಹ ಕಲಾವಿದರನ್ನು ಗುರುತಿಸಿ ಪ್ರೋತ್ಸಾಹಿಸಬೇಕು ಎಂದರು. ಬಯಲಾಟ ಕಲೆ ನಮ್ಮ ನಾಡಿನ ಶ್ರೀಮಂತ ಪರಂಪರೆಯಾಗಿದ್ದು, ಯುವ ಪೀಳಿಗೆಗೆ ಪರಿಚಯಿಸುವ ಕೆಲಸ ಆಗಬೇಕಿದೆ. ಕಲಾವಿದರಿಗೆ ಮಾಸಾಶನ ಹೆಚ್ಚಿಸಬೇಕು ಎಂದು ಆಗ್ರಹಿಸಿದರು. ಕಾರ್ಯಕ್ರಮದಲ್ಲಿ ಹಿರಿಯ ಕಲಾವಿದರಿಗೆ ಸನ್ಮಾನ ಮಾಡಲಾಯಿತು. ವಿವಿಧ ಕಲಾ ತಂಡಗಳಿಂದ ಬಯಲಾಟ ಪ್ರದರ್ಶನ ನಡೆಯಿತು. ಅಕಾಡೆಮಿ ಸದಸ್ಯರು, ಕಲಾವಿದರು ಹಾಗೂ ಕಲಾಭಿಮಾನಿಗಳು ಉಪಸ್ಥಿತರಿದ್ದರು.: [258, 1274, 436, 1397]
janmashtami-story-top: [416, 358, 600, 526]
sports-body: ಗಂಗಾವತಿ,ಆ.12: ತಾಲ್ಲೂಕಿನ ಗಂಗಾವತಿ ನಗರದ ಸರ್ಕಾರಿ ಪ್ರೌಢ ಶಾಲೆಯಲ್ಲಿ ನಡೆದ ತಾಲ್ಲೂಕು ಮಟ್ಟದ ಕ್ರೀಡಾಕೂಟದಲ್ಲಿ ವಿವಿಧ ಶಾಲೆಗಳ ವಿದ್ಯಾರ್ಥಿಗಳು ಭಾಗವಹಿಸಿ ಉತ್ತಮ ಪ್ರದರ್ಶನ ನೀಡಿದರು. ಬಾಲಕ ಹಾಗೂ ಬಾಲಕಿಯರ ವಿಭಾಗದಲ್ಲಿ ಶಟಲ್ ಬ್ಯಾಡ್ಮಿಂಟನ್ ಮತ್ತು ಟೇಬಲ್ ಟೆನ್ನಿಸ್ ಸ್ಪರ್ಧೆಗಳಲ್ಲಿ ವಿಜೇತರಾದ ವಿದ್ಯಾರ್ಥಿಗಳು ಜಿಲ್ಲಾ ಮಟ್ಟದ ಕ್ರೀಡಾಕೂಟಕ್ಕೆ ಆಯ್ಕೆಯಾಗಿದ್ದಾರೆ. 14 ವರ್ಷದ ಒಳಗಿನ ವಿಭಾಗ, 17 ವರ್ಷದ ಒಳಗಿನ ವಿಭಾಗದಲ್ಲಿ ಪ್ರಥಮ, ದ್ವಿತೀಯ ಸ್ಥಾನ ಪಡೆದ ವಿದ್ಯಾರ್ಥಿಗಳಿಗೆ ಶಾಲೆಯ ಮುಖ್ಯೋಪಾಧ್ಯಾಯರು, ದೈಹಿಕ ಶಿಕ್ಷಣ ಶಿಕ್ಷಕರು ಹಾಗೂ ಸಿಬ್ಬಂದಿ ವರ್ಗದವರು ಅಭಿನಂದನೆ ಸಲ್ಲಿಸಿದ್ದಾರೆ.: [720, 1260, 925, 1331]
brief-dateline: ಸುವರ್ಣವಾಹಿನಿ ಸುದ್ದಿ: [26, 122, 75, 131]
library-photo-2: [756, 350, 925, 428]
janmashtami-headline: ಶ್ರೀಕೃಷ್ಣ ಜನ್ಮಾಷ್ಟಮಿ, ಬ್ರಹ್ಮ ರಥೋತ್ಸವ: [258, 332, 600, 354]
brief-heading: ಇಂದು ಪ್ರಧಾನಮಂತ್ರಿಗಳ ಹೊಸ 15 ಅಂಶಗಳ ಕಾರ್ಯಕ್ರಮಗಳ ಪ್ರಗತಿ ಪರಿಶೀಲನಾ ಸಭೆ: [31, 413, 240, 423]
library-headline: ಶ್ರೀಶಂಕರ್ ಆನಂದ್‌ಸಿಂಗ್ ಡಿಗ್ರಿ ಕಾಲೇಜಿನಲ್ಲಿ ರಾಷ್ಟ್ರೀಯ ಗ್ರಂಥಪಾಲಕ ದಿನಾಚರಣೆ: [606, 332, 925, 346]
brief-heading: ವಿವಿಧೆಡೆ ದಾಳಿ: 10 ಬಾಲಕಾರ್ಮಿಕ, ಕಿಶೋರ ಕಾರ್ಮಿಕ ಮಕ್ಕಳ ರಕ್ಷಣೆ: [51, 529, 220, 539]
rayara-story-col1: [258, 720, 338, 970]
kulkatte-dateline: ಸುವರ್ಣವಾಹಿನಿ ಸುದ್ದಿ: [258, 1146, 307, 1154]
